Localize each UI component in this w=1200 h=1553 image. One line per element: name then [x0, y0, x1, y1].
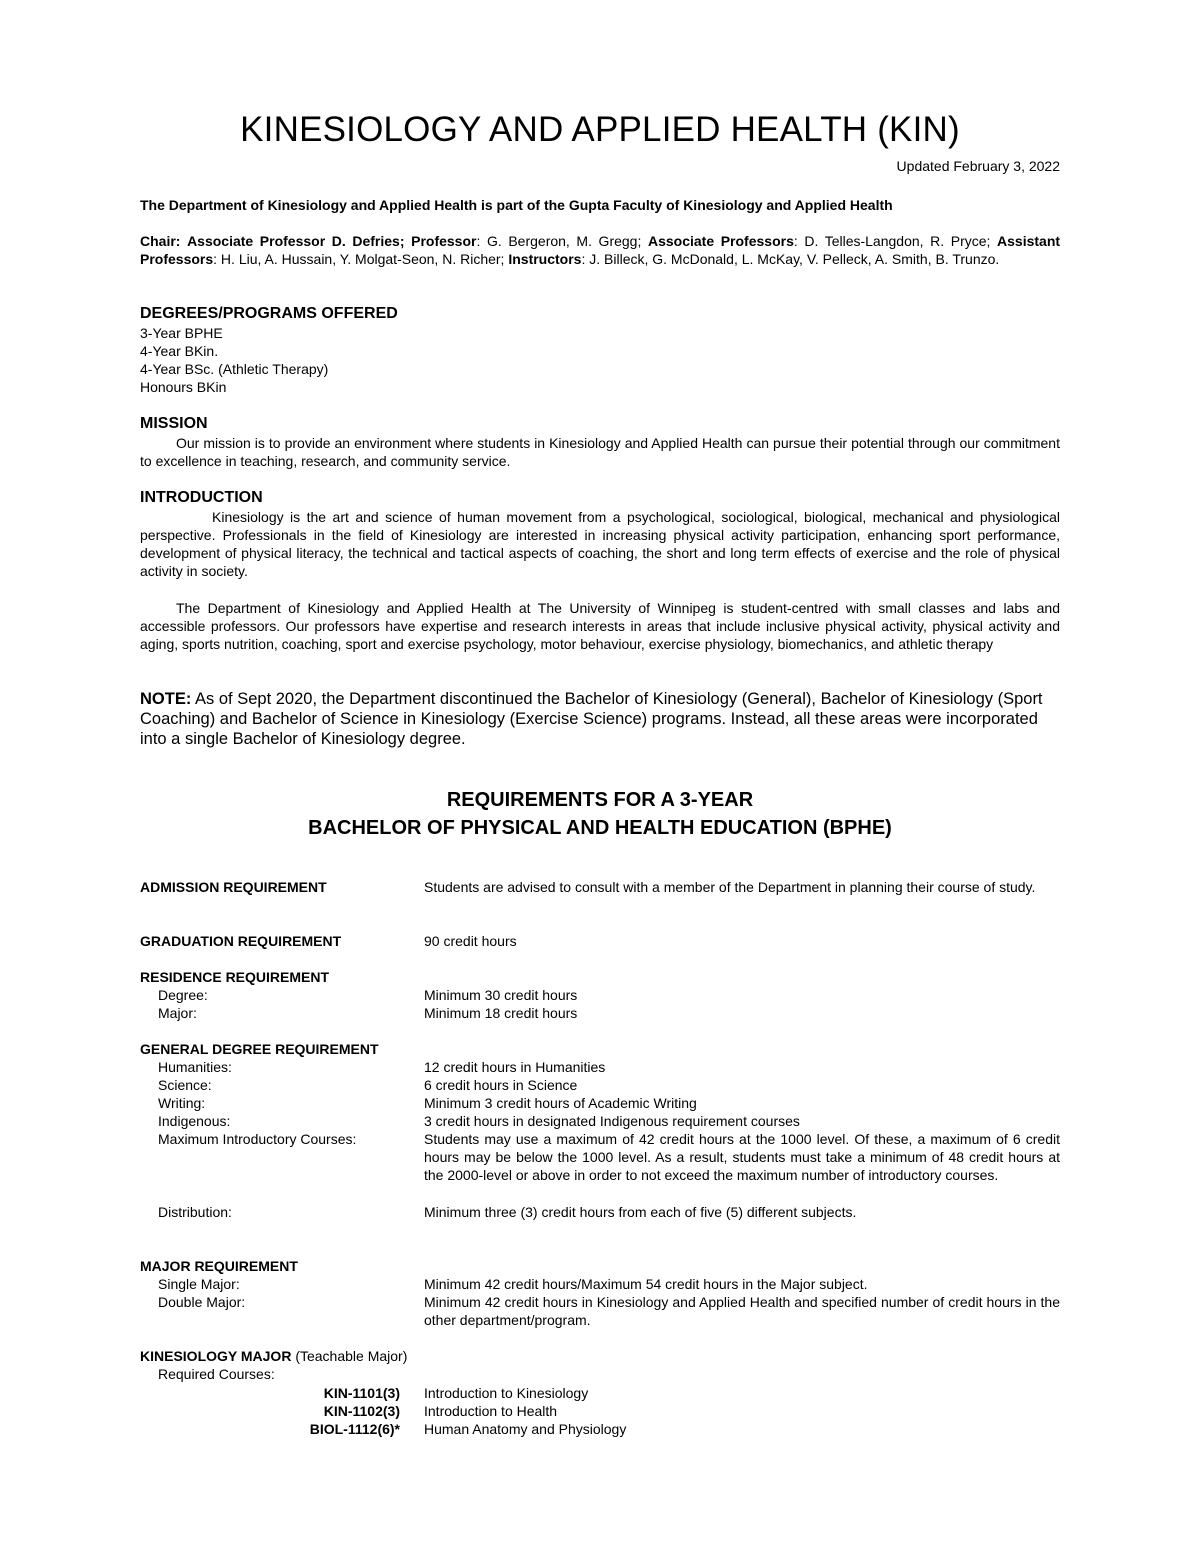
- instr-names: : J. Billeck, G. McDonald, L. McKay, V. Pelleck, A. Smith, B. Trunzo.: [581, 251, 1000, 267]
- assoc-label: Associate Professors: [647, 233, 794, 249]
- degree-item: 4-Year BSc. (Athletic Therapy): [140, 361, 329, 377]
- single-major-value: Minimum 42 credit hours/Maximum 54 credit hours in the Major subject.: [424, 1276, 868, 1292]
- residence-major-value: Minimum 18 credit hours: [424, 1005, 578, 1021]
- degrees-heading: DEGREES/PROGRAMS OFFERED: [140, 305, 398, 322]
- single-major-label: Single Major:: [158, 1276, 240, 1292]
- residence-degree-value: Minimum 30 credit hours: [424, 987, 578, 1003]
- degree-item: 3-Year BPHE: [140, 325, 223, 341]
- introduction-heading: INTRODUCTION: [140, 489, 263, 506]
- chair-label: Chair:: [140, 233, 181, 249]
- introduction-para-1: Kinesiology is the art and science of human movement from a psychological, sociological, biological, mechanical and physiological perspective. Professionals in the field of Kinesiology are interested in increasing physical activity participation, enhancing sport performance, development of physical literacy, the technical and tactical aspects of coaching, the short and long term effects of exercise and the role of physical activity in society.: [140, 509, 1060, 579]
- requirements-title-1: REQUIREMENTS FOR A 3-YEAR: [446, 789, 754, 811]
- degree-item: Honours BKin: [140, 379, 227, 395]
- kin-major-heading: [140, 1347, 407, 1365]
- double-major-value: Minimum 42 credit hours in Kinesiology and Applied Health and specified number of credit hours in the other department/program.: [424, 1294, 1060, 1328]
- admission-value: Students are advised to consult with a member of the Department in planning their course of study.: [424, 879, 1036, 895]
- max-intro-value: Students may use a maximum of 42 credit hours at the 1000 level. Of these, a maximum of 6 credit hours may be below the 1000 level. As a result, students must take a minimum of 48 credit hours at the 2000-level or above in order to not exceed the maximum number of introductory courses.: [424, 1131, 1060, 1183]
- professor-names: : G. Bergeron, M. Gregg;: [476, 233, 642, 249]
- general-label: GENERAL DEGREE REQUIREMENT: [140, 1041, 379, 1057]
- asst-names: : H. Liu, A. Hussain, Y. Molgat-Seon, N. Richer;: [213, 251, 505, 267]
- major-label: MAJOR REQUIREMENT: [140, 1258, 298, 1274]
- kin-major-label: KINESIOLOGY MAJOR: [140, 1348, 292, 1364]
- instr-label: Instructors: [508, 251, 582, 267]
- course-code: KIN-1102(3): [323, 1403, 400, 1419]
- degree-item: 4-Year BKin.: [140, 343, 219, 359]
- science-label: Science:: [158, 1077, 212, 1093]
- course-title: Human Anatomy and Physiology: [424, 1421, 627, 1437]
- distribution-label: Distribution:: [158, 1204, 232, 1220]
- kin-major-suffix: (Teachable Major): [291, 1348, 408, 1364]
- course-code: KIN-1101(3): [323, 1385, 400, 1401]
- graduation-label: GRADUATION REQUIREMENT: [140, 933, 342, 949]
- mission-heading: MISSION: [140, 415, 208, 432]
- residence-degree-label: Degree:: [158, 987, 208, 1003]
- note-label: NOTE:: [140, 690, 192, 708]
- science-value: 6 credit hours in Science: [424, 1077, 578, 1093]
- page-title: KINESIOLOGY AND APPLIED HEALTH (KIN): [240, 110, 960, 149]
- course-title: Introduction to Health: [424, 1403, 558, 1419]
- residence-label: RESIDENCE REQUIREMENT: [140, 969, 330, 985]
- distribution-value: Minimum three (3) credit hours from each of five (5) different subjects.: [424, 1204, 857, 1220]
- course-title: Introduction to Kinesiology: [424, 1385, 589, 1401]
- admission-label: ADMISSION REQUIREMENT: [140, 879, 327, 895]
- humanities-value: 12 credit hours in Humanities: [424, 1059, 606, 1075]
- graduation-value: 90 credit hours: [424, 933, 517, 949]
- asst-label: Assistant Professors: [140, 233, 1061, 267]
- humanities-label: Humanities:: [158, 1059, 232, 1075]
- chair-name: Associate Professor D. Defries;: [187, 233, 405, 249]
- residence-major-label: Major:: [158, 1005, 197, 1021]
- faculty-affiliation: The Department of Kinesiology and Applied Health is part of the Gupta Faculty of Kinesiology and Applied Health: [140, 197, 893, 213]
- updated-date: Updated February 3, 2022: [896, 158, 1060, 174]
- indigenous-value: 3 credit hours in designated Indigenous requirement courses: [424, 1113, 800, 1129]
- course-code: BIOL-1112(6)*: [309, 1421, 400, 1437]
- double-major-label: Double Major:: [158, 1294, 246, 1310]
- note-text: As of Sept 2020, the Department discontinued the Bachelor of Kinesiology (General), Bachelor of Kinesiology (Sport Coaching) and Bachelor of Science in Kinesiology (Exercise Science) programs. Instead, all these areas were incorporated into a single Bachelor of Kinesiology degree.: [140, 690, 1043, 748]
- indigenous-label: Indigenous:: [158, 1113, 231, 1129]
- writing-value: Minimum 3 credit hours of Academic Writing: [424, 1095, 697, 1111]
- faculty-list: [140, 232, 1060, 268]
- writing-label: Writing:: [158, 1095, 206, 1111]
- degrees-section: [140, 304, 1060, 396]
- max-intro-label: Maximum Introductory Courses:: [158, 1131, 357, 1147]
- required-courses-label: Required Courses:: [158, 1366, 275, 1382]
- requirements-title-2: BACHELOR OF PHYSICAL AND HEALTH EDUCATION (BPHE): [308, 817, 892, 839]
- mission-section: [140, 414, 1060, 470]
- introduction-para-2: The Department of Kinesiology and Applied Health at The University of Winnipeg is student-centred with small classes and labs and accessible professors. Our professors have expertise and research interests in areas that include inclusive physical activity, physical activity and aging, sports nutrition, coaching, sport and exercise psychology, motor behaviour, exercise physiology, biomechanics, and athletic therapy: [140, 600, 1060, 652]
- assoc-names: : D. Telles-Langdon, R. Pryce;: [793, 233, 991, 249]
- mission-text: Our mission is to provide an environment where students in Kinesiology and Applied Health can pursue their potential through our commitment to excellence in teaching, research, and community service.: [140, 435, 1060, 469]
- note-section: [140, 689, 1060, 749]
- introduction-section: [140, 488, 1060, 580]
- professor-label: Professor: [411, 233, 477, 249]
